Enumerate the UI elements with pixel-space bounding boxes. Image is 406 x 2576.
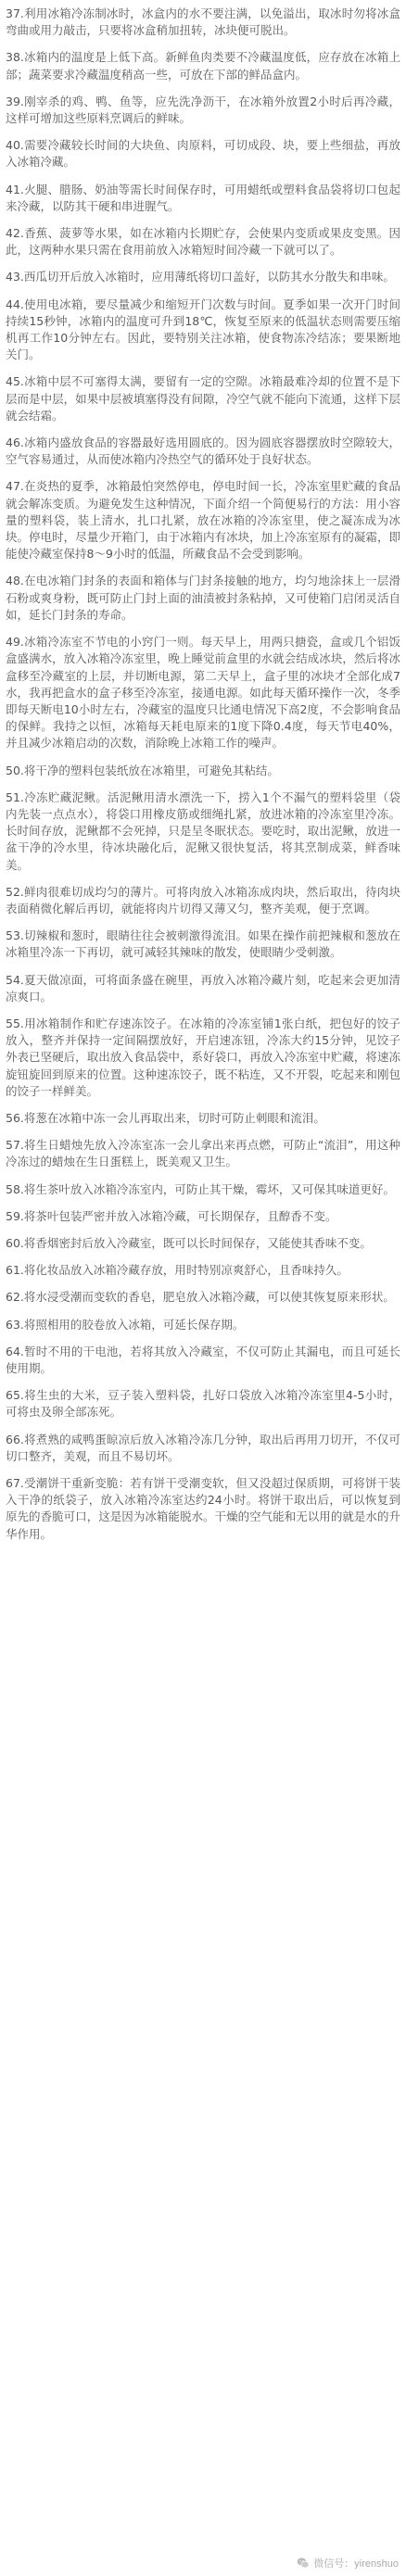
tip-item <box>6 1137 400 1170</box>
tip-item <box>6 182 400 215</box>
tip-text: 使用电冰箱，要尽量减少和缩短开门次数与时间。夏季如果一次开门时间持续15秒钟，冰箱内的温度可升到18℃，恢复至原来的低温状态则需要压缩机再工作10分钟左右。因此，要特别关注冰箱，使食物冻冷结冻；要果断地关门。 <box>6 297 400 362</box>
tip-number: 61. <box>6 1263 24 1278</box>
tip-item <box>6 763 400 779</box>
tip-number: 43. <box>6 270 24 284</box>
tip-item <box>6 269 400 285</box>
tip-number: 38. <box>6 50 24 65</box>
tip-text: 将生日蜡烛先放入冷冻室冻一会儿拿出来再点燃，可防止“流泪”，用这种冷冻过的蜡烛在生日蛋糕上，既美观又卫生。 <box>6 1138 400 1169</box>
tip-item <box>6 1235 400 1252</box>
tip-number: 66. <box>6 1432 24 1446</box>
tip-number: 42. <box>6 226 24 241</box>
tip-number: 48. <box>6 574 24 588</box>
tip-item <box>6 972 400 1005</box>
tip-item <box>6 6 400 39</box>
tip-text: 用冰箱制作和贮存速冻饺子。在冰箱的冷冻室铺1张白纸，把包好的饺子放入，整齐并保持一定间隔摆放好，开启速冻钮，冷冻大约15分钟，见饺子外表已坚硬后，取出放入食品袋中，系好袋口，再放入冷冻室中贮藏，将速冻旋钮旋回到原来的位置。这种速冻饺子，既不粘连，又不开裂，吃起来和刚包的饺子一样鲜美。 <box>6 1016 400 1098</box>
tip-text: 将香烟密封后放入冷藏室，既可以长时间保存，又能使其香味不变。 <box>23 1235 372 1250</box>
tip-item <box>6 478 400 562</box>
watermark <box>297 2556 399 2570</box>
tip-text: 将照相用的胶卷放入冰箱，可延长保存期。 <box>23 1317 245 1332</box>
tip-number: 40. <box>6 138 24 153</box>
tip-text: 冷冻贮藏泥鳅。活泥鳅用清水漂洗一下，捞入1个不漏气的塑料袋里（袋内先装一点点水），将袋口用橡皮筋或细绳扎紧，放进冰箱的冷冻室里冷冻。长时间存放，泥鳅都不会死掉，只是呈冬眠状态。要吃时，取出泥鳅，放进一盆干净的冷水里，待冰块融化后，泥鳅又很快复活，将其烹制成菜，鲜香味美。 <box>6 789 400 872</box>
tip-item <box>6 1387 400 1421</box>
tip-item <box>6 1110 400 1127</box>
tip-text: 受潮饼干重新变脆：若有饼干受潮变软，但又没超过保质期，可将饼干装入干净的纸袋子，放入冰箱冷冻室达约24小时。将饼干取出后，可以恢复到原先的香脆可口，这是因为冰箱能脱水。干燥的空气能和无以用的就是水的升华作用。 <box>6 1476 400 1541</box>
tip-number: 54. <box>6 972 24 987</box>
tip-item <box>6 1344 400 1377</box>
tip-item <box>6 1317 400 1333</box>
wechat-icon <box>297 2557 310 2570</box>
tip-item <box>6 1475 400 1543</box>
tip-number: 46. <box>6 436 24 450</box>
tip-item <box>6 1289 400 1306</box>
tip-number: 60. <box>6 1235 24 1250</box>
tip-number: 52. <box>6 884 24 899</box>
tip-item <box>6 1262 400 1279</box>
tip-item <box>6 297 400 364</box>
tip-number: 63. <box>6 1317 24 1332</box>
tip-text: 冰箱内的温度是上低下高。新鲜鱼肉类要不冷藏温度低，应存放在冰箱上部；蔬菜要求冷藏温度稍高一些，可放在下部的鲜品盒内。 <box>6 50 400 82</box>
tip-text: 将生虫的大米，豆子装入塑料袋，扎好口袋放入冰箱冷冻室里4-5小时，可将虫及卵全部冻死。 <box>6 1388 400 1420</box>
tip-item <box>6 225 400 259</box>
tip-text: 切辣椒和葱时，眼睛往往会被刺激得流泪。如果在操作前把辣椒和葱放在冰箱里冷冻一下再切，就可减轻其辣味的散发，使眼睛少受刺激。 <box>6 928 400 960</box>
tip-text: 将干净的塑料包装纸放在冰箱里，可避免其粘结。 <box>23 763 279 777</box>
tip-text: 火腿、腊肠、奶油等需长时间保存时，可用蜡纸或塑料食品袋将切口包起来冷藏，以防其干硬和串进腥气。 <box>6 182 400 213</box>
tip-text: 香蕉、菠萝等水果，如在冰箱内长期贮存，会使果内变质或果皮变黑。因此，这两种水果只需在食用前放入冰箱短时间冷藏一下就可以了。 <box>6 226 400 258</box>
tip-text: 冰箱中层不可塞得太满，要留有一定的空隙。冰箱最难冷却的位置不是下层而是中层，如果中层被填塞得没有间隙，冷空气就不能向下流通，这样下层就会结霜。 <box>6 374 400 423</box>
tip-number: 37. <box>6 6 24 20</box>
tip-item <box>6 435 400 468</box>
tip-text: 暂时不用的干电池，若将其放入冷藏室，不仅可防止其漏电，而且可延长使用期。 <box>6 1344 400 1375</box>
tip-number: 56. <box>6 1110 24 1125</box>
tip-text: 将生茶叶放入冰箱冷冻室内，可防止其干燥，霉坏，又可保其味道更好。 <box>23 1181 395 1196</box>
tip-number: 45. <box>6 374 24 389</box>
tip-text: 在电冰箱门封条的表面和箱体与门封条接触的地方，均匀地涂抹上一层滑石粉或爽身粉，既可防止门封上面的油渍被封条粘掉，又可使箱门启闭灵活自如，延长门封条的寿命。 <box>6 574 400 622</box>
tip-item <box>6 1208 400 1225</box>
tip-number: 51. <box>6 789 24 804</box>
tip-number: 39. <box>6 94 24 108</box>
tip-number: 58. <box>6 1181 24 1196</box>
tip-number: 59. <box>6 1208 24 1223</box>
tip-text: 在炎热的夏季，冰箱最怕突然停电，停电时间一长，冷冻室里贮藏的食品就会解冻变质。为避免发生这种情况，下面介绍一个简便易行的方法：用小容量的塑料袋，装上清水，扎口扎紧，放在冰箱的冷冻室里，使之凝冻成为冰块。停电时，尽量少开箱门，由于冰箱内有冰块，加上冷冻室原有的凝霜，即能使冷藏室保持8～9小时的低温，所藏食品不会受到影响。 <box>6 479 400 562</box>
tip-text: 将化妆品放入冰箱冷藏存放，用时特别凉爽舒心，且香味持久。 <box>23 1263 349 1278</box>
tip-number: 49. <box>6 635 24 650</box>
tip-text: 需要冷藏较长时间的大块鱼、肉原料，可切成段、块，要上些细盐，再放入冰箱冷藏。 <box>6 138 400 170</box>
tip-text: 冰箱内盛放食品的容器最好选用圆底的。因为圆底容器摆放时空隙较大，空气容易通过，从而使冰箱内冷热空气的循环处于良好状态。 <box>6 436 400 467</box>
tip-item <box>6 94 400 127</box>
tip-number: 44. <box>6 297 24 311</box>
tip-text: 将茶叶包装严密并放入冰箱冷藏，可长期保存，且醇香不变。 <box>23 1208 337 1223</box>
tip-item <box>6 634 400 751</box>
tip-number: 62. <box>6 1290 24 1305</box>
tip-text: 冰箱冷冻室不节电的小窍门一则。每天早上，用两只搪瓷，盒或几个铝饭盒盛满水，放入冰箱冷冻室里，晚上睡觉前盒里的水就会结成冰块，然后将冰盒移至冷藏室的上层，并切断电源，第二天早上，盒子里的冰块才全部化成7水，我再把盒水的盒子移至冷冻室，接通电源。如此每天循环操作一次，冬季即每天断电10小时左右，冷藏室的温度只比通电情况下高2度，不会影响食品的保鲜。我持之以恒，冰箱每天耗电原来的1度下降0.4度，每天节电40%，并且减少冰箱启动的次数，消除晚上冰箱工作的噪声。 <box>6 635 400 751</box>
tip-item <box>6 928 400 961</box>
tip-item <box>6 1432 400 1465</box>
tip-text: 鲜肉很难切成均匀的薄片。可将肉放入冰箱冻成肉块，然后取出，待肉块表面稍微化解后再切，就能将肉片切得又薄又匀，整齐美观，便于烹调。 <box>6 884 400 915</box>
tip-text: 夏天做凉面，可将面条盛在碗里，再放入冰箱冷藏片刻，吃起来会更加清凉爽口。 <box>6 972 400 1004</box>
tip-number: 64. <box>6 1344 24 1358</box>
tip-text: 将葱在冰箱中冻一会儿再取出来，切时可防止刺眼和流泪。 <box>23 1110 325 1125</box>
tip-text: 刚宰杀的鸡、鸭、鱼等，应先洗净沥干，在冰箱外放置2小时后再冷藏，这样可增加这些原料烹调后的鲜味。 <box>6 94 400 126</box>
tip-item <box>6 1016 400 1100</box>
tip-text: 利用冰箱冷冻制冰时，冰盒内的水不要注满，以免溢出，取冰时勿将冰盒弯曲或用力敲击，只要将冰盒稍加扭转，冰块便可脱出。 <box>6 6 400 38</box>
tip-number: 67. <box>6 1476 24 1491</box>
tips-list <box>6 6 400 1543</box>
tip-number: 47. <box>6 479 24 494</box>
tip-number: 41. <box>6 182 24 196</box>
tip-number: 65. <box>6 1388 24 1403</box>
tip-text: 将水浸受潮而变软的香皂，肥皂放入冰箱冷藏，可以使其恢复原来形状。 <box>23 1290 395 1305</box>
tip-number: 50. <box>6 763 24 777</box>
tip-item <box>6 373 400 424</box>
tip-item <box>6 49 400 82</box>
tip-item <box>6 137 400 170</box>
tip-number: 55. <box>6 1016 24 1030</box>
tip-item <box>6 1181 400 1198</box>
watermark-label: 微信号：yirenshuo <box>313 2558 399 2570</box>
tip-item <box>6 573 400 624</box>
tip-item <box>6 789 400 874</box>
tip-number: 57. <box>6 1138 24 1153</box>
tip-text: 将煮熟的咸鸭蛋晾凉后放入冰箱冷冻几分钟，取出后再用刀切开，不仅可切口整齐，美观，而且不易切坏。 <box>6 1432 400 1463</box>
tip-number: 53. <box>6 928 24 943</box>
tip-text: 西瓜切开后放入冰箱时，应用薄纸将切口盖好，以防其水分散失和串味。 <box>23 270 395 284</box>
tip-item <box>6 884 400 917</box>
